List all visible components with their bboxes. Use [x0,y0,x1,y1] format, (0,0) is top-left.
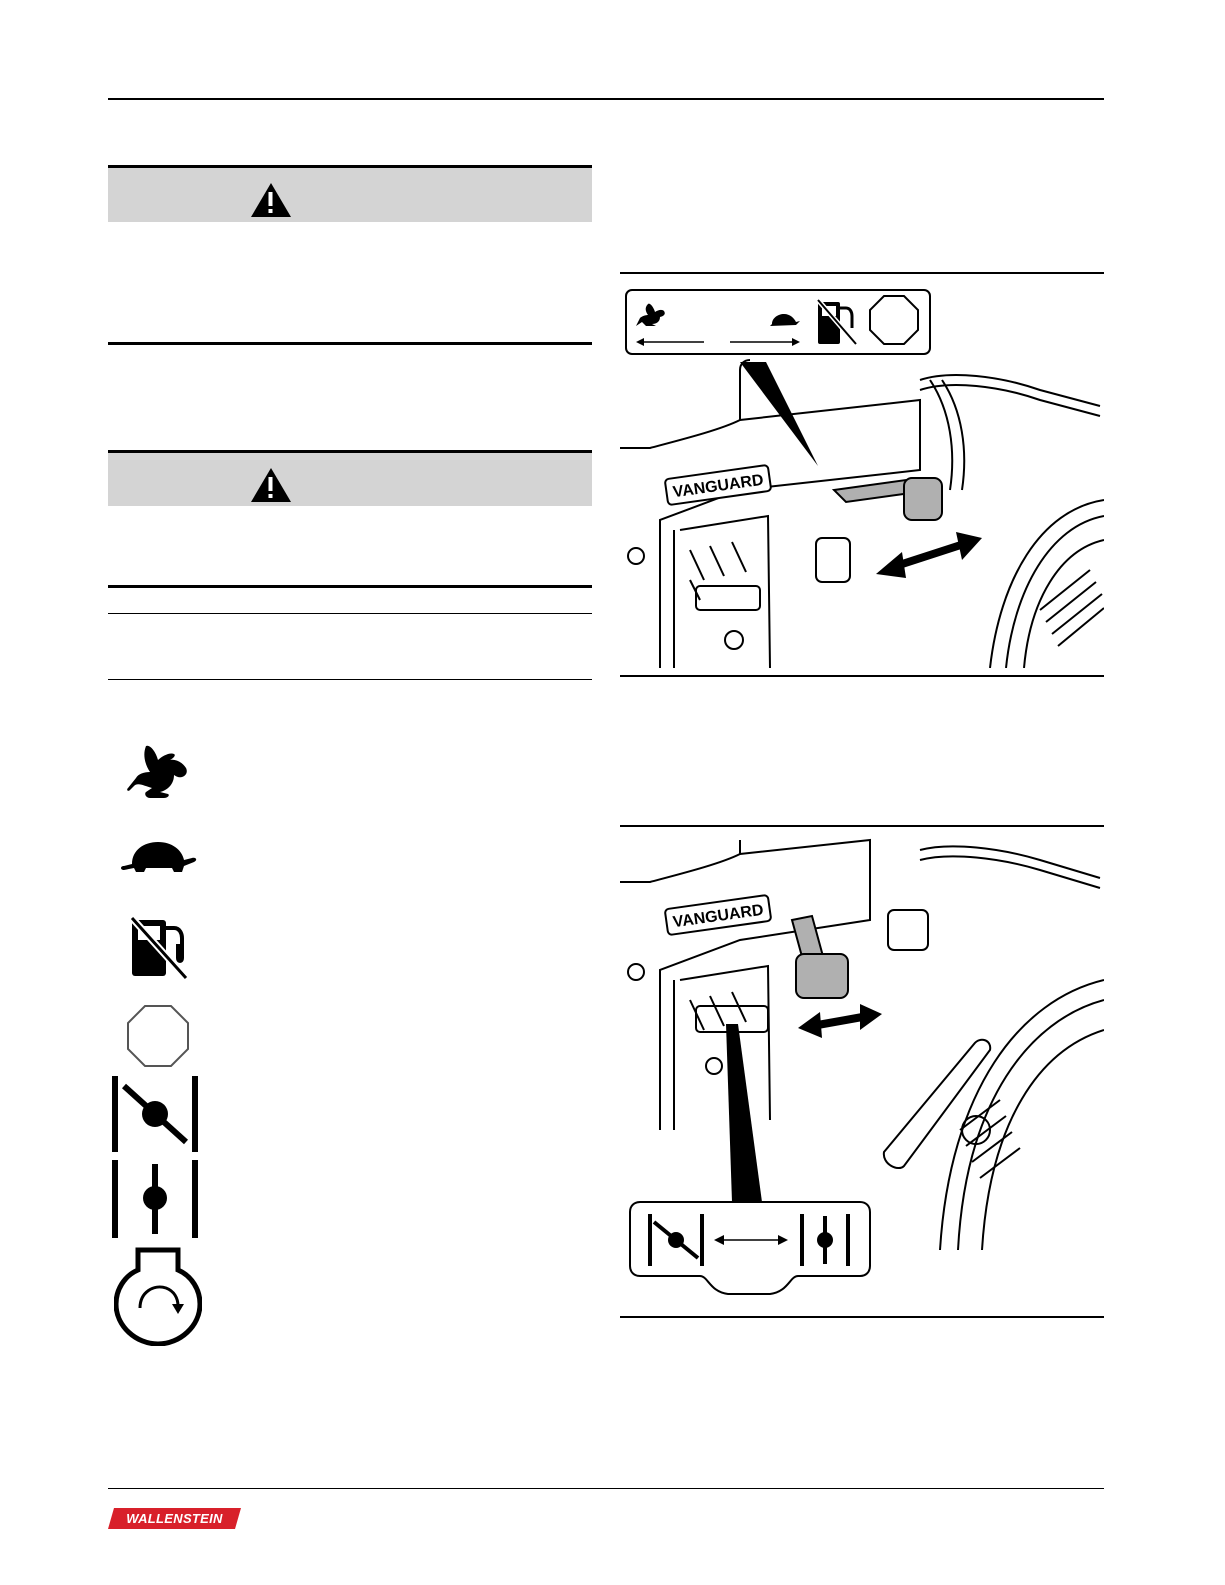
choke-decal [630,1202,870,1294]
warning-banner [108,453,592,506]
footer-rule [108,1488,1104,1489]
wallenstein-logo [108,1508,241,1529]
engine-illustration [620,280,1104,668]
table-rule-bottom [108,679,592,680]
lever-direction-arrow [876,532,982,578]
section-rule [108,342,592,345]
warning-triangle-icon [250,182,292,218]
vanguard-badge [665,895,772,935]
warning-triangle-icon [250,467,292,503]
vanguard-label: VANGUARD [671,471,765,502]
vanguard-badge [665,465,772,505]
choke-lever-figure [620,830,1104,1308]
figure-rule-top [620,825,1104,827]
throttle-lever-figure [620,280,1104,668]
engine-start-icon [114,1246,202,1346]
stop-octagon-icon [126,1004,190,1068]
choke-closed-icon [110,1076,202,1152]
choke-open-icon [110,1160,202,1238]
engine-illustration [620,830,1104,1308]
figure-rule-bottom [620,675,1104,677]
lever-direction-arrow [798,1004,882,1038]
header-rule [108,98,1104,100]
throttle-decal [626,290,930,354]
figure-rule-bottom [620,1316,1104,1318]
fuel-off-icon [128,914,190,980]
turtle-slow-icon [118,836,200,876]
warning-banner [108,168,592,222]
table-rule-top [108,585,592,588]
rabbit-fast-icon [124,742,198,802]
vanguard-label: VANGUARD [671,901,765,932]
table-rule-header [108,613,592,614]
brand-name: WALLENSTEIN [126,1511,223,1526]
figure-rule-top [620,272,1104,274]
